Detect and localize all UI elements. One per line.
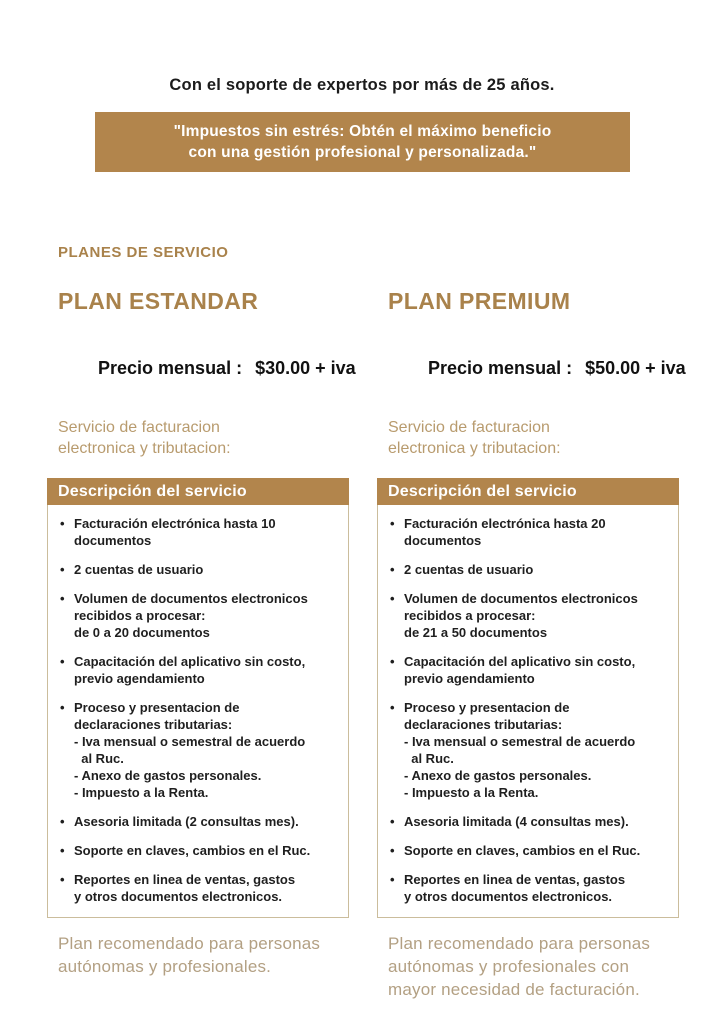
feature-item (388, 515, 672, 549)
bullet-icon: • (390, 591, 395, 606)
bullet-icon: • (60, 872, 65, 887)
text-line: declaraciones tributarias: (404, 717, 563, 732)
text-line: Servicio de facturacion (388, 419, 550, 436)
text-line: recibidos a procesar: (74, 608, 206, 623)
text-line: Reportes en linea de ventas, gastos (404, 872, 626, 887)
plan-column (47, 288, 356, 1001)
bullet-icon: • (390, 654, 395, 669)
plan-column (377, 288, 686, 1001)
text-line: previo agendamiento (404, 671, 535, 686)
text-line: 2 cuentas de usuario (404, 562, 534, 577)
bullet-icon: • (390, 843, 395, 858)
text-line: Capacitación del aplicativo sin costo, (404, 654, 636, 669)
feature-item (388, 561, 672, 578)
text-line: mayor necesidad de facturación. (388, 980, 640, 999)
bullet-icon: • (60, 591, 65, 606)
quote-banner-line1: "Impuestos sin estrés: Obtén el máximo beneficio (173, 123, 552, 140)
bullet-icon: • (390, 872, 395, 887)
text-line: Servicio de facturacion (58, 419, 220, 436)
feature-item (58, 515, 342, 549)
text-line: documentos (74, 533, 152, 548)
bullet-icon: • (60, 843, 65, 858)
text-line: Capacitación del aplicativo sin costo, (74, 654, 306, 669)
plan-recommendation (47, 932, 349, 978)
text-line: Plan recomendado para personas (58, 934, 321, 953)
plan-subtitle (47, 417, 349, 459)
service-description-box (377, 478, 679, 918)
plan-name: PLAN PREMIUM (388, 288, 571, 314)
price-value: $30.00 + iva (255, 358, 356, 378)
feature-item (58, 842, 342, 859)
plans-row (0, 261, 724, 1001)
text-line: 2 cuentas de usuario (74, 562, 204, 577)
text-line: Plan recomendado para personas (388, 934, 651, 953)
text-line: Facturación electrónica hasta 20 (404, 516, 606, 531)
price-value: $50.00 + iva (585, 358, 686, 378)
text-line: previo agendamiento (74, 671, 205, 686)
bullet-icon: • (60, 516, 65, 531)
text-line: y otros documentos electronicos. (74, 889, 283, 904)
feature-item (58, 653, 342, 687)
plan-recommendation (377, 932, 679, 1001)
quote-banner-line2: con una gestión profesional y personalizada." (188, 144, 537, 161)
text-line: - Anexo de gastos personales. (404, 768, 592, 783)
feature-item (58, 699, 342, 801)
feature-item (388, 813, 672, 830)
text-line: autónomas y profesionales. (58, 957, 272, 976)
bullet-icon: • (390, 562, 395, 577)
text-line: Asesoria limitada (2 consultas mes). (74, 814, 299, 829)
feature-item (388, 653, 672, 687)
quote-banner (95, 112, 630, 172)
bullet-icon: • (60, 562, 65, 577)
text-line: recibidos a procesar: (404, 608, 536, 623)
feature-item (388, 699, 672, 801)
feature-item (58, 561, 342, 578)
text-line: Soporte en claves, cambios en el Ruc. (404, 843, 641, 858)
text-line: Asesoria limitada (4 consultas mes). (404, 814, 629, 829)
text-line: Proceso y presentacion de (74, 700, 240, 715)
text-line: declaraciones tributarias: (74, 717, 233, 732)
feature-item (388, 842, 672, 859)
price-label: Precio mensual : (428, 358, 573, 378)
feature-item (58, 590, 342, 641)
bullet-icon: • (60, 654, 65, 669)
bullet-icon: • (390, 814, 395, 829)
service-description-header: Descripción del servicio (377, 478, 679, 505)
feature-item (388, 590, 672, 641)
experts-tagline: Con el soporte de expertos por más de 25 años. (169, 76, 555, 94)
text-line: - Iva mensual o semestral de acuerdo (74, 734, 306, 749)
text-line: Volumen de documentos electronicos (74, 591, 308, 606)
feature-item (58, 813, 342, 830)
feature-item (58, 871, 342, 905)
plan-price (47, 337, 356, 400)
service-description-box (47, 478, 349, 918)
feature-item (388, 871, 672, 905)
service-description-body (377, 505, 679, 918)
bullet-icon: • (390, 700, 395, 715)
text-line: y otros documentos electronicos. (404, 889, 613, 904)
text-line: Facturación electrónica hasta 10 (74, 516, 276, 531)
bullet-icon: • (390, 516, 395, 531)
bullet-icon: • (60, 814, 65, 829)
plan-subtitle (377, 417, 679, 459)
price-label: Precio mensual : (98, 358, 243, 378)
text-line: - Impuesto a la Renta. (74, 785, 209, 800)
text-line: - Impuesto a la Renta. (404, 785, 539, 800)
service-description-body (47, 505, 349, 918)
text-line: Proceso y presentacion de (404, 700, 570, 715)
plan-name: PLAN ESTANDAR (58, 288, 259, 314)
text-line: autónomas y profesionales con (388, 957, 630, 976)
bullet-icon: • (60, 700, 65, 715)
text-line: electronica y tributacion: (58, 440, 231, 457)
service-description-header: Descripción del servicio (47, 478, 349, 505)
text-line: documentos (404, 533, 482, 548)
text-line: Reportes en linea de ventas, gastos (74, 872, 296, 887)
text-line: Volumen de documentos electronicos (404, 591, 638, 606)
text-line: - Anexo de gastos personales. (74, 768, 262, 783)
text-line: - Iva mensual o semestral de acuerdo (404, 734, 636, 749)
text-line: Soporte en claves, cambios en el Ruc. (74, 843, 311, 858)
text-line: al Ruc. (74, 751, 124, 766)
text-line: de 0 a 20 documentos (74, 625, 210, 640)
text-line: electronica y tributacion: (388, 440, 561, 457)
text-line: de 21 a 50 documentos (404, 625, 548, 640)
plan-price (377, 337, 686, 400)
section-title-planes-de-servicio: PLANES DE SERVICIO (58, 244, 229, 261)
text-line: al Ruc. (404, 751, 454, 766)
